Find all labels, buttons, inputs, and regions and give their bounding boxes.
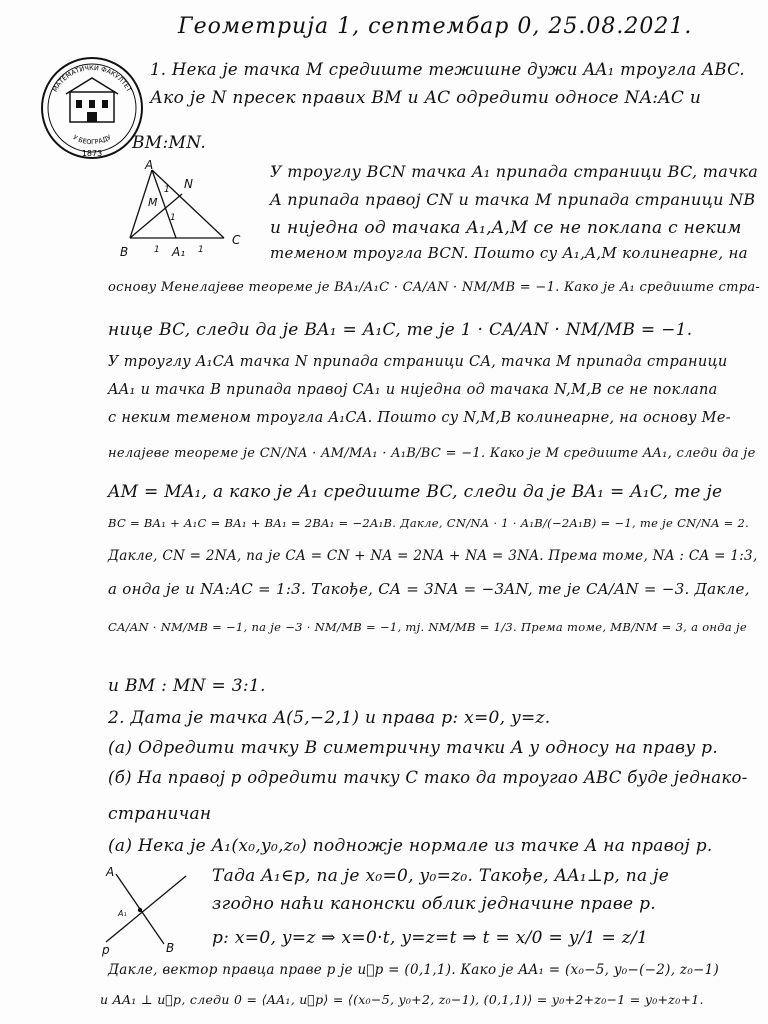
label-N: N — [184, 177, 193, 191]
perpendicular-figure — [100, 862, 200, 958]
text-line: BC = BA₁ + A₁C = BA₁ + BA₁ = 2BA₁ = −2A₁B. Дакле, CN/NA · 1 · A₁B/(−2A₁B) = −1, те је CN/NA = 2. — [108, 516, 750, 530]
text-line: страничан — [108, 804, 212, 824]
text-line: 2. Дата је тачка A(5,−2,1) и права p: x=0, y=z. — [108, 708, 551, 728]
text-line: и BM : MN = 3:1. — [108, 676, 266, 696]
svg-text:У БЕОГРАДУ — [71, 133, 112, 146]
seal-year: 1873 — [81, 149, 103, 158]
text-line: CA/AN · NM/MB = −1, па је −3 · NM/MB = −1, тј. NM/MB = 1/3. Према томе, MB/NM = 3, а онда је — [108, 620, 747, 634]
seal-bottom-text: У БЕОГРАДУ — [71, 133, 113, 147]
text-line: нице BC, следи да је BA₁ = A₁C, те је 1 · CA/AN · NM/MB = −1. — [108, 320, 693, 340]
page-title: Геометрија 1, септембар 0, 25.08.2021. — [178, 14, 693, 39]
text-line: (а) Нека је A₁(x₀,y₀,z₀) подножје нормале из тачке A на правој p. — [108, 836, 713, 856]
text-line: а онда је и NA:AC = 1:3. Такође, CA = 3NA = −3AN, те је CA/AN = −3. Дакле, — [108, 580, 750, 598]
label-p: p — [102, 943, 110, 957]
text-line: p: x=0, y=z ⇒ x=0·t, y=z=t ⇒ t = x/0 = y/1 = z/1 — [212, 928, 649, 948]
label-B: B — [166, 941, 175, 955]
text-line: с неким теменом троугла A₁CA. Пошто су N,M,B колинеарне, на основу Ме- — [108, 410, 731, 426]
text-line: нелајеве теореме је CN/NA · AM/MA₁ · A₁B/BC = −1. Како је M средиште AA₁, следи да је — [108, 446, 756, 461]
text-line: згодно наћи канонски облик једначине праве p. — [212, 894, 656, 914]
label-ratio: 1 — [198, 245, 204, 255]
text-line: (а) Одредити тачку B симетричну тачки A у односу на праву p. — [108, 738, 719, 758]
label-M: M — [148, 196, 158, 209]
text-line: У троуглу A₁CA тачка N припада страници CA, тачка M припада страници — [108, 354, 728, 370]
text-line: BM:MN. — [132, 133, 207, 153]
text-line: Дакле, вектор правца праве p је u⃗p = (0,1,1). Како је AA₁ = (x₀−5, y₀−(−2), z₀−1) — [108, 962, 720, 978]
text-line: Ако је N пресек правих BM и AC одредити односе NA:AC и — [150, 88, 702, 108]
text-line: основу Менелајеве теореме је BA₁/A₁C · CA/AN · NM/MB = −1. Како је A₁ средиште стра- — [108, 280, 761, 295]
text-line: У троуглу BCN тачка A₁ припада страници BC, тачка — [270, 162, 759, 181]
triangle-figure — [112, 160, 252, 265]
text-line: A припада правој CN и тачка M припада страници NB — [270, 190, 756, 209]
label-A1: A₁ — [172, 245, 186, 259]
text-line: AM = MA₁, а како је A₁ средиште BC, следи да је BA₁ = A₁C, те је — [108, 482, 723, 502]
text-line: AA₁ и тачка B припада правој CA₁ и ниједна од тачака N,M,B се не поклапа — [108, 382, 718, 398]
label-ratio: 1 — [154, 245, 160, 255]
label-A: A — [106, 865, 115, 879]
label-C: C — [232, 233, 241, 247]
text-line: Тада A₁∈p, па је x₀=0, y₀=z₀. Такође, AA₁⊥p, па је — [212, 866, 670, 886]
text-line: теменом троугла BCN. Пошто су A₁,A,M колинеарне, на — [270, 244, 748, 262]
text-line: и ниједна од тачака A₁,A,M се не поклапа с неким — [270, 218, 742, 238]
label-ratio: 1 — [170, 213, 176, 223]
label-B: B — [120, 245, 129, 259]
label-A1: A₁ — [118, 909, 127, 918]
label-A: A — [145, 160, 154, 172]
seal-top-text: МАТЕМАТИЧКИ ФАКУЛТЕТ — [50, 63, 134, 94]
text-line: Дакле, CN = 2NA, па је CA = CN + NA = 2NA + NA = 3NA. Према томе, NA : CA = 1:3, — [108, 548, 758, 564]
label-ratio: 1 — [164, 185, 170, 195]
university-seal — [38, 52, 146, 164]
text-line: 1. Нека је тачка M средиште тежишне дужи AA₁ троугла ABC. — [150, 60, 745, 79]
text-line: и AA₁ ⊥ u⃗p, следи 0 = ⟨AA₁, u⃗p⟩ = ⟨(x₀−5, y₀+2, z₀−1), (0,1,1)⟩ = y₀+2+z₀−1 = y₀+z₀+1. — [100, 992, 704, 1007]
text-line: (б) На правој p одредити тачку C тако да троугао ABC буде једнако- — [108, 768, 748, 787]
